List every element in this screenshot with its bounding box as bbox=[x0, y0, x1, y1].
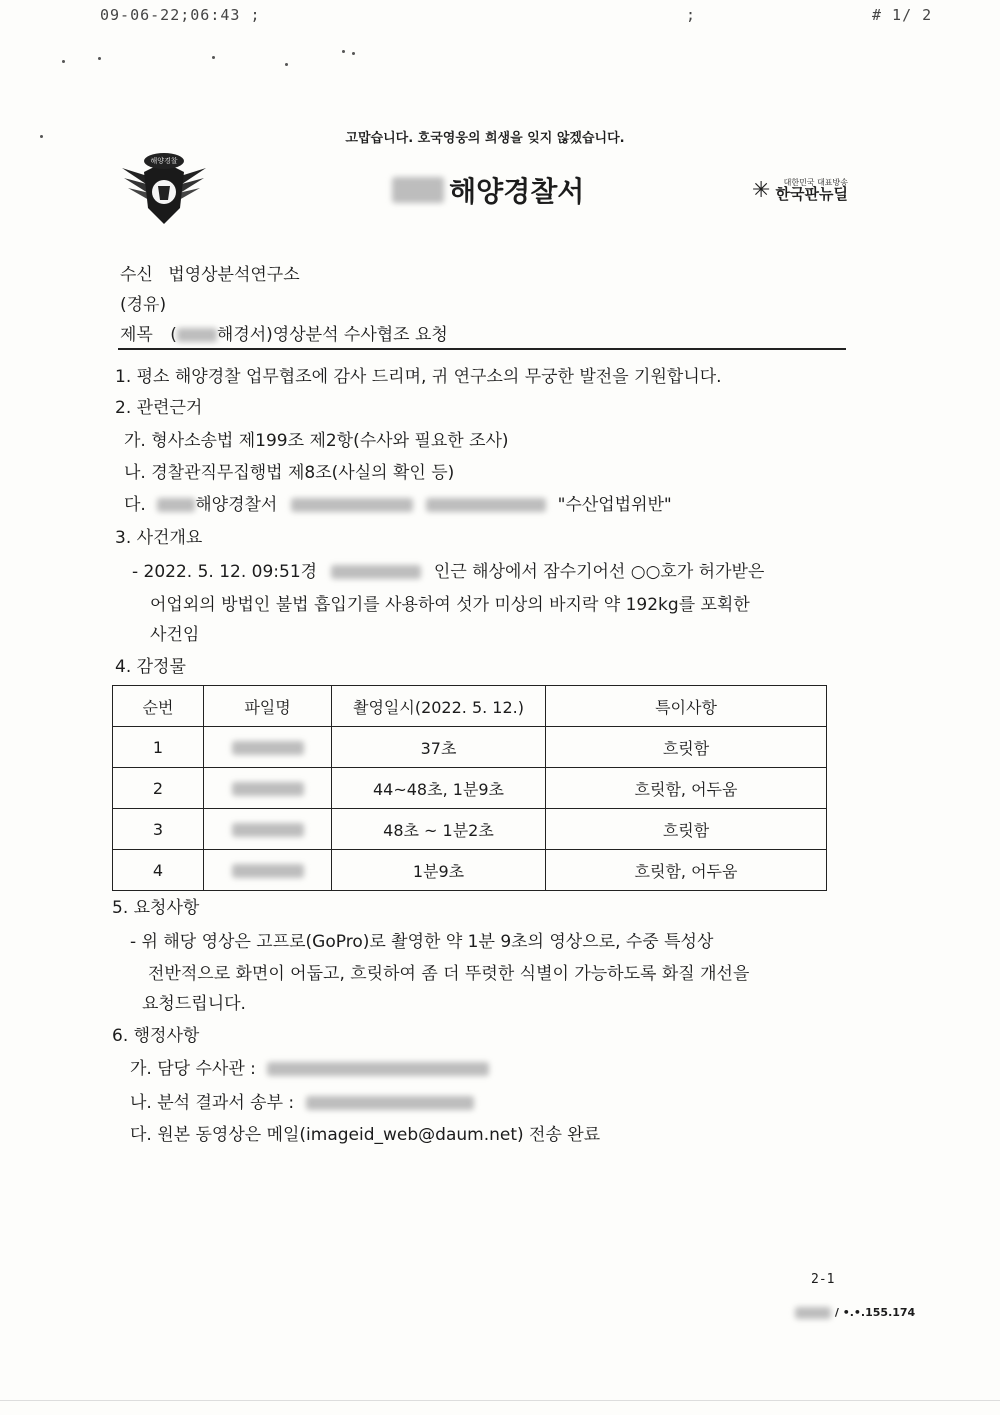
row-number: 3 bbox=[113, 809, 204, 850]
overview-line-1: - 2022. 5. 12. 09:51경 인근 해상에서 잠수기어선 ○○호가 허가받은 bbox=[132, 562, 765, 582]
row-number: 2 bbox=[113, 768, 204, 809]
request-line-3: 요청드립니다. bbox=[142, 994, 246, 1014]
remarks: 흐릿함, 어두움 bbox=[546, 768, 827, 809]
redacted-region bbox=[392, 177, 444, 203]
subject-divider bbox=[118, 348, 846, 350]
subject-value: 해경서)영상분석 수사협조 요청 bbox=[216, 325, 448, 345]
file-name-redacted bbox=[204, 809, 332, 850]
fax-separator: ; bbox=[686, 6, 697, 24]
table-row bbox=[113, 850, 827, 891]
capture-time: 48초 ~ 1분2초 bbox=[332, 809, 546, 850]
admin-b: 나. 분석 결과서 송부 : bbox=[130, 1088, 474, 1113]
table-row bbox=[113, 727, 827, 768]
recipient-value: 법영상분석연구소 bbox=[168, 265, 300, 285]
redacted-region bbox=[157, 498, 195, 512]
admin-c: 다. 원본 동영상은 메일(imageid_web@daum.net) 전송 완료 bbox=[130, 1125, 601, 1145]
overview-line-2: 어업외의 방법인 불법 흡입기를 사용하여 섯가 미상의 바지락 약 192kg를 포획한 bbox=[150, 595, 750, 615]
capture-time: 37초 bbox=[332, 727, 546, 768]
sparkle-icon: ✳ bbox=[752, 178, 771, 203]
recipient-line bbox=[120, 260, 300, 285]
redacted-region bbox=[331, 565, 421, 579]
footer-code-line bbox=[795, 1306, 915, 1319]
slogan: 고맙습니다. 호국영웅의 희생을 잊지 않겠습니다. bbox=[345, 131, 625, 146]
coast-guard-emblem bbox=[118, 148, 210, 230]
capture-time: 1분9초 bbox=[332, 850, 546, 891]
basis-b: 나. 경찰관직무집행법 제8조(사실의 확인 등) bbox=[124, 463, 455, 483]
request-line-1: - 위 해당 영상은 고프로(GoPro)로 촬영한 약 1분 9초의 영상으로, 수중 특성상 bbox=[130, 932, 714, 952]
via-line: (경유) bbox=[120, 295, 167, 315]
capture-time: 44~48초, 1분9초 bbox=[332, 768, 546, 809]
table-row bbox=[113, 809, 827, 850]
remarks: 흐릿함 bbox=[546, 809, 827, 850]
overview-line-3: 사건임 bbox=[150, 625, 200, 645]
evidence-table bbox=[112, 685, 827, 891]
subject-line: 제목 ( 해경서)영상분석 수사협조 요청 bbox=[120, 325, 448, 345]
file-name-redacted bbox=[204, 768, 332, 809]
file-name-redacted bbox=[204, 850, 332, 891]
row-number: 1 bbox=[113, 727, 204, 768]
heading-evidence: 4. 감정물 bbox=[115, 657, 186, 677]
admin-a: 가. 담당 수사관 : bbox=[130, 1054, 489, 1079]
page-number: 2-1 bbox=[811, 1272, 835, 1287]
emblem-label: 해양경찰 bbox=[150, 157, 178, 165]
logo-subtext: 대한민국 대표방송 bbox=[783, 178, 848, 187]
col-header: 순번 bbox=[113, 686, 204, 727]
korean-new-deal-logo bbox=[752, 178, 848, 203]
case-name: "수산업법위반" bbox=[557, 495, 672, 515]
logo-main-text: 한국판뉴딜 bbox=[775, 185, 848, 203]
row-number: 4 bbox=[113, 850, 204, 891]
table-header-row bbox=[113, 686, 827, 727]
redacted-region bbox=[177, 328, 217, 342]
heading-admin: 6. 행정사항 bbox=[112, 1026, 200, 1046]
table-row bbox=[113, 768, 827, 809]
org-title-block bbox=[392, 170, 584, 210]
basis-c: 다. 해양경찰서 "수산업법위반" bbox=[124, 495, 672, 515]
file-name-redacted bbox=[204, 727, 332, 768]
fax-timestamp: 09-06-22;06:43 ; bbox=[100, 6, 261, 24]
org-title: 해양경찰서 bbox=[449, 175, 585, 208]
paragraph-1: 1. 평소 해양경찰 업무협조에 감사 드리며, 귀 연구소의 무궁한 발전을 기원합니다. bbox=[115, 367, 722, 387]
col-header: 촬영일시(2022. 5. 12.) bbox=[332, 686, 546, 727]
heading-basis: 2. 관련근거 bbox=[115, 398, 203, 418]
remarks: 흐릿함, 어두움 bbox=[546, 850, 827, 891]
footer-code: / •.•.155.174 bbox=[834, 1306, 916, 1319]
basis-a: 가. 형사소송법 제199조 제2항(수사와 필요한 조사) bbox=[124, 431, 509, 451]
remarks: 흐릿함 bbox=[546, 727, 827, 768]
request-line-2: 전반적으로 화면이 어둡고, 흐릿하여 좀 더 뚜렷한 식별이 가능하도록 화질 개선을 bbox=[148, 964, 750, 984]
heading-request: 5. 요청사항 bbox=[112, 898, 200, 918]
redacted-region bbox=[426, 498, 546, 512]
redacted-region bbox=[267, 1062, 489, 1076]
fax-page-count: # 1/ 2 bbox=[872, 6, 933, 24]
col-header: 파일명 bbox=[204, 686, 332, 727]
recipient-label: 수신 bbox=[120, 265, 153, 285]
col-header: 특이사항 bbox=[546, 686, 827, 727]
redacted-region bbox=[291, 498, 413, 512]
subject-label: 제목 bbox=[120, 325, 153, 345]
heading-overview: 3. 사건개요 bbox=[115, 528, 203, 548]
redacted-region bbox=[306, 1096, 474, 1110]
redacted-region bbox=[795, 1307, 831, 1319]
